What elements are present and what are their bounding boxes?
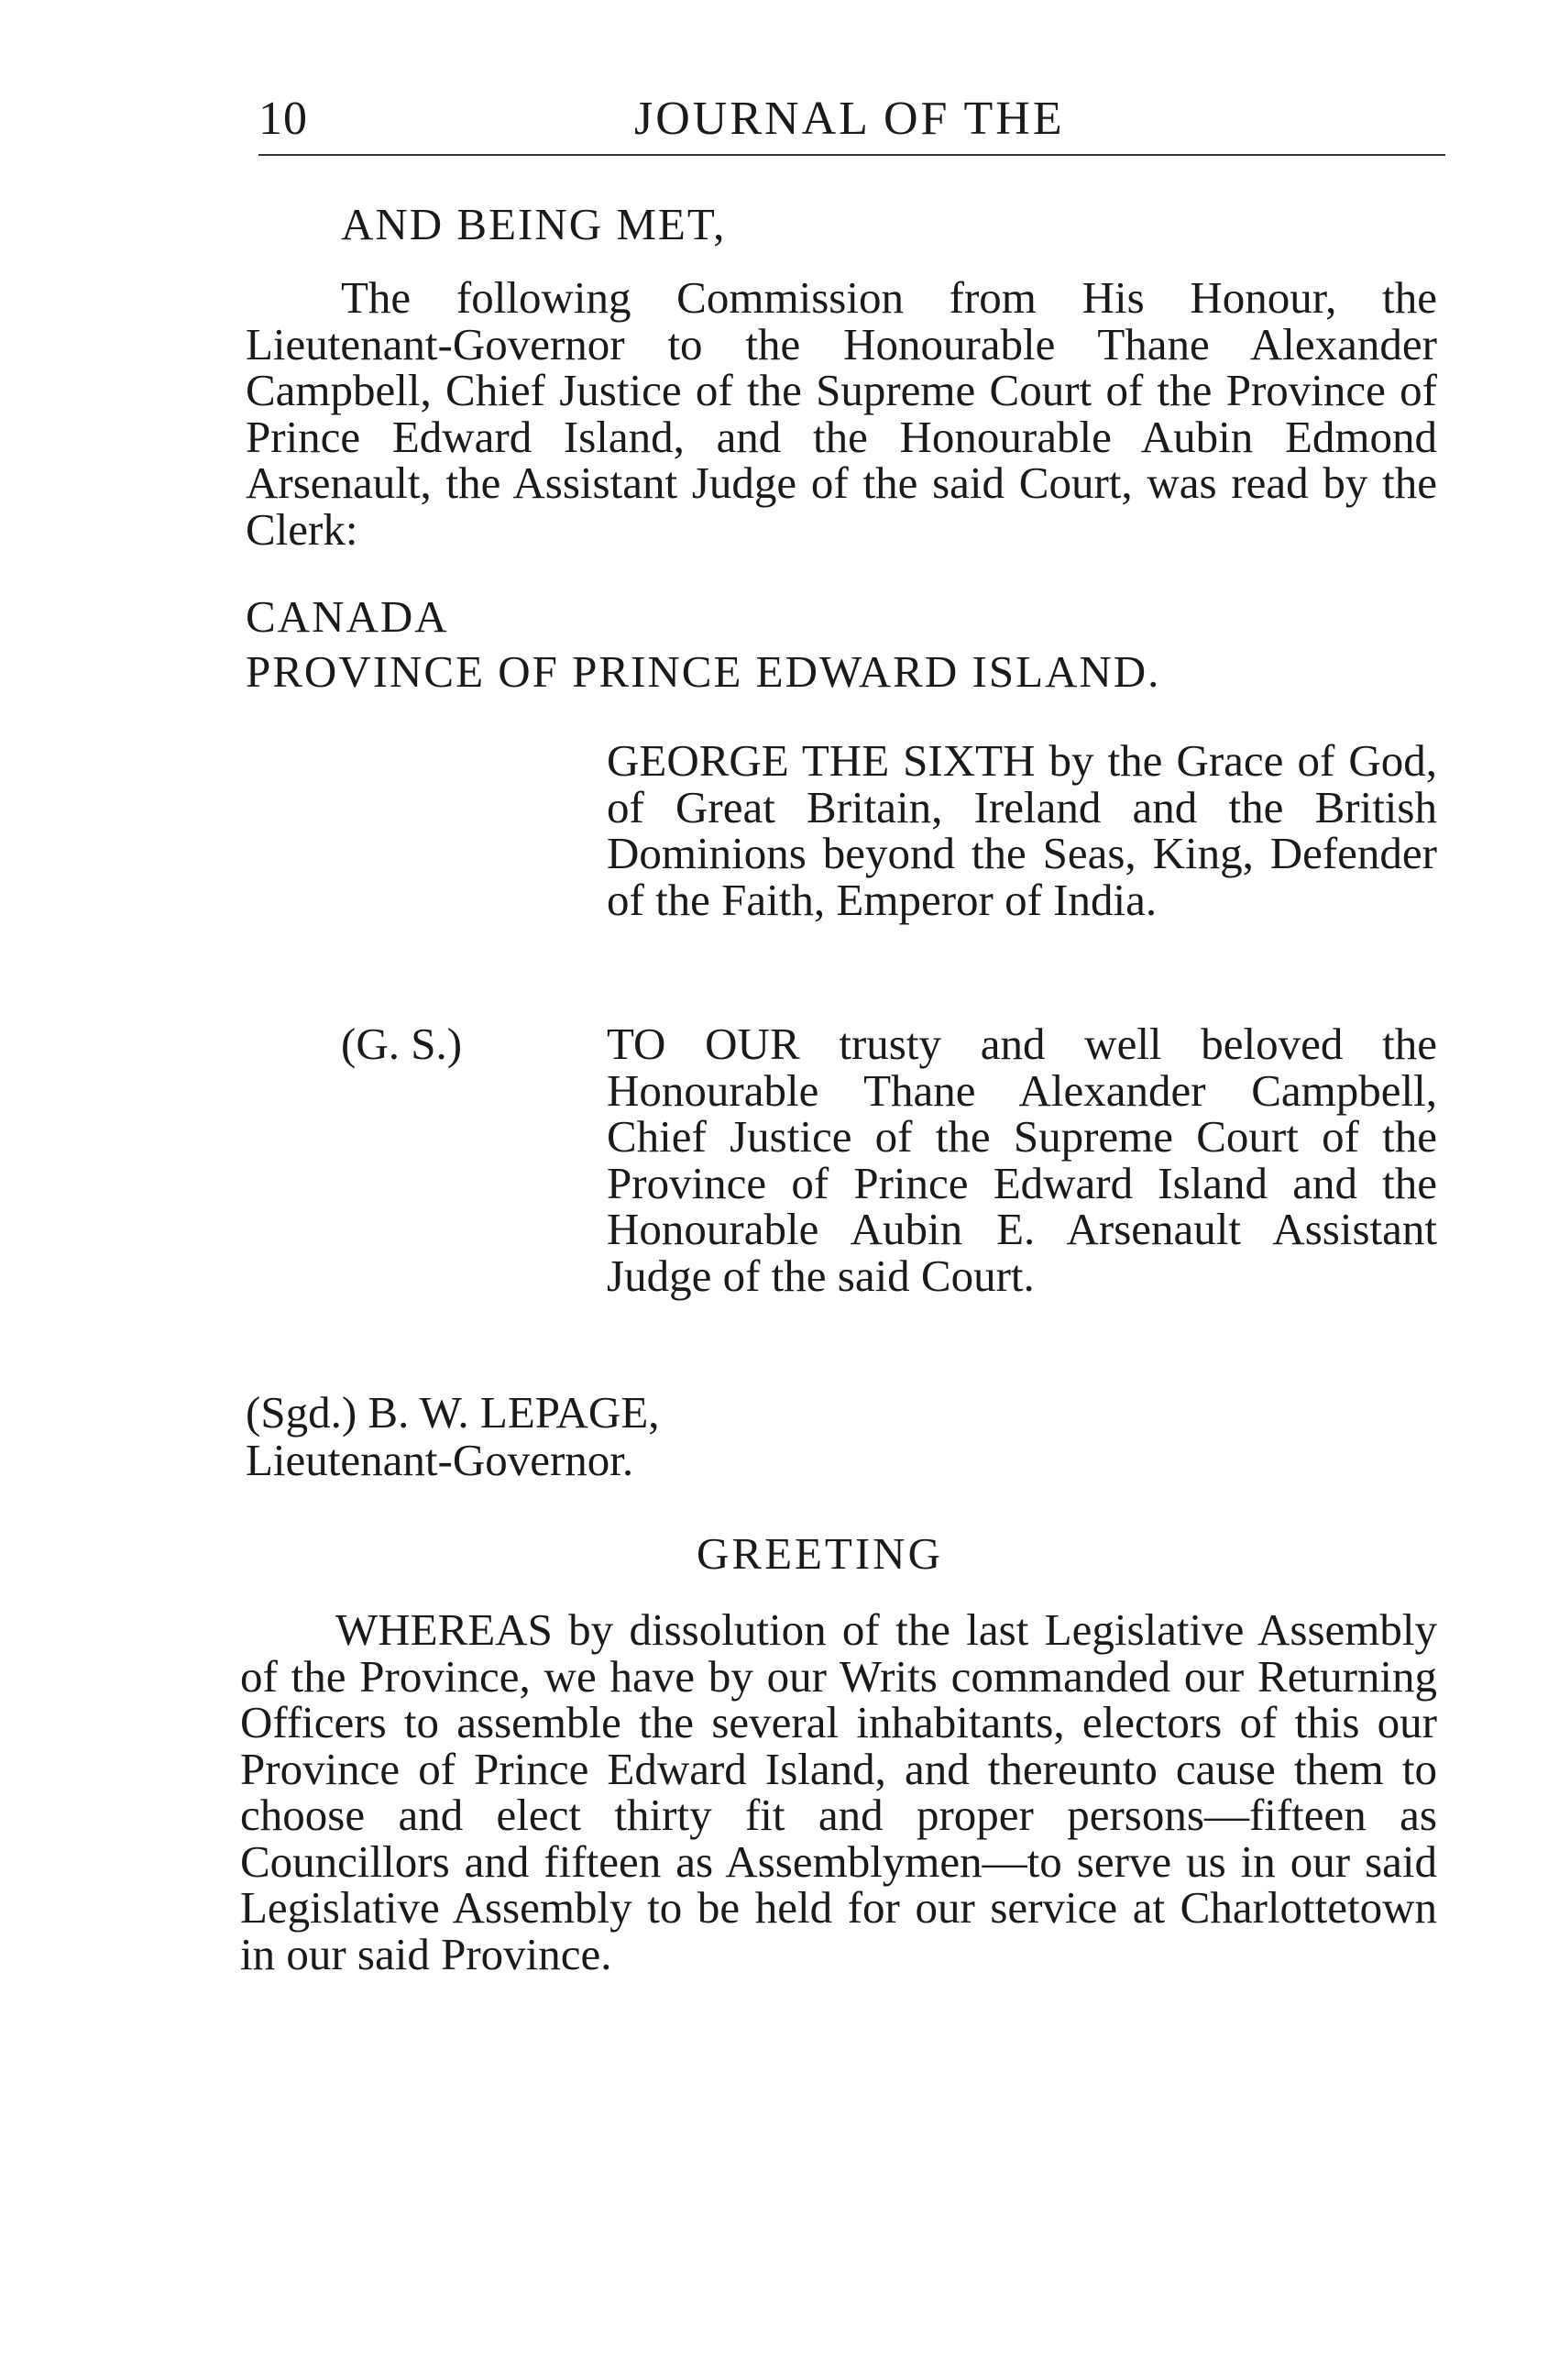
commission-paragraph: The following Commission from His Honour, the Lieutenant-Governor to the Honourable Thane Alexander Campbell, Chief Justice of the Supreme Court of the Province of Prince Edward Island, and the Honourable Aubin Edmond Arsenault, the Assistant Judge of the said Court, was read by the Clerk: bbox=[246, 272, 1437, 555]
opening-line: AND BEING MET, bbox=[341, 199, 727, 249]
header-rule bbox=[258, 154, 1445, 156]
commission-address: TO OUR trusty and well beloved the Honourable Thane Alexander Campbell, Chief Justice of the Supreme Court of the Province of Prince Edward Island and the Honourable Aubin E. Arsenault Assistant Judge of the said Court. bbox=[607, 1019, 1437, 1301]
great-seal-mark: (G. S.) bbox=[341, 1019, 463, 1069]
sovereign-title: GEORGE THE SIXTH by the Grace of God, of Great Britain, Ireland and the British Dominions beyond the Seas, King, Defender of the Faith, Emperor of India. bbox=[607, 735, 1437, 925]
page-header bbox=[258, 92, 1445, 156]
jurisdiction-country: CANADA bbox=[246, 591, 449, 642]
signature-line: (Sgd.) B. W. LEPAGE, bbox=[246, 1387, 660, 1438]
signature-title: Lieutenant-Governor. bbox=[246, 1435, 634, 1485]
whereas-paragraph: WHEREAS by dissolution of the last Legislative Assembly of the Province, we have by our Writs commanded our Returning Officers to assemble the several inhabitants, electors of this our Province of Prince Edward Island, and thereunto cause them to choose and elect thirty fit and proper persons—fifteen as Councillors and fifteen as Assemblymen—to serve us in our said Legislative Assembly to be held for our service at Charlottetown in our said Province. bbox=[240, 1604, 1437, 1979]
greeting-heading: GREETING bbox=[697, 1528, 943, 1579]
running-title: JOURNAL OF THE bbox=[634, 93, 1065, 145]
page-number: 10 bbox=[258, 93, 308, 145]
jurisdiction-province: PROVINCE OF PRINCE EDWARD ISLAND. bbox=[246, 646, 1161, 697]
